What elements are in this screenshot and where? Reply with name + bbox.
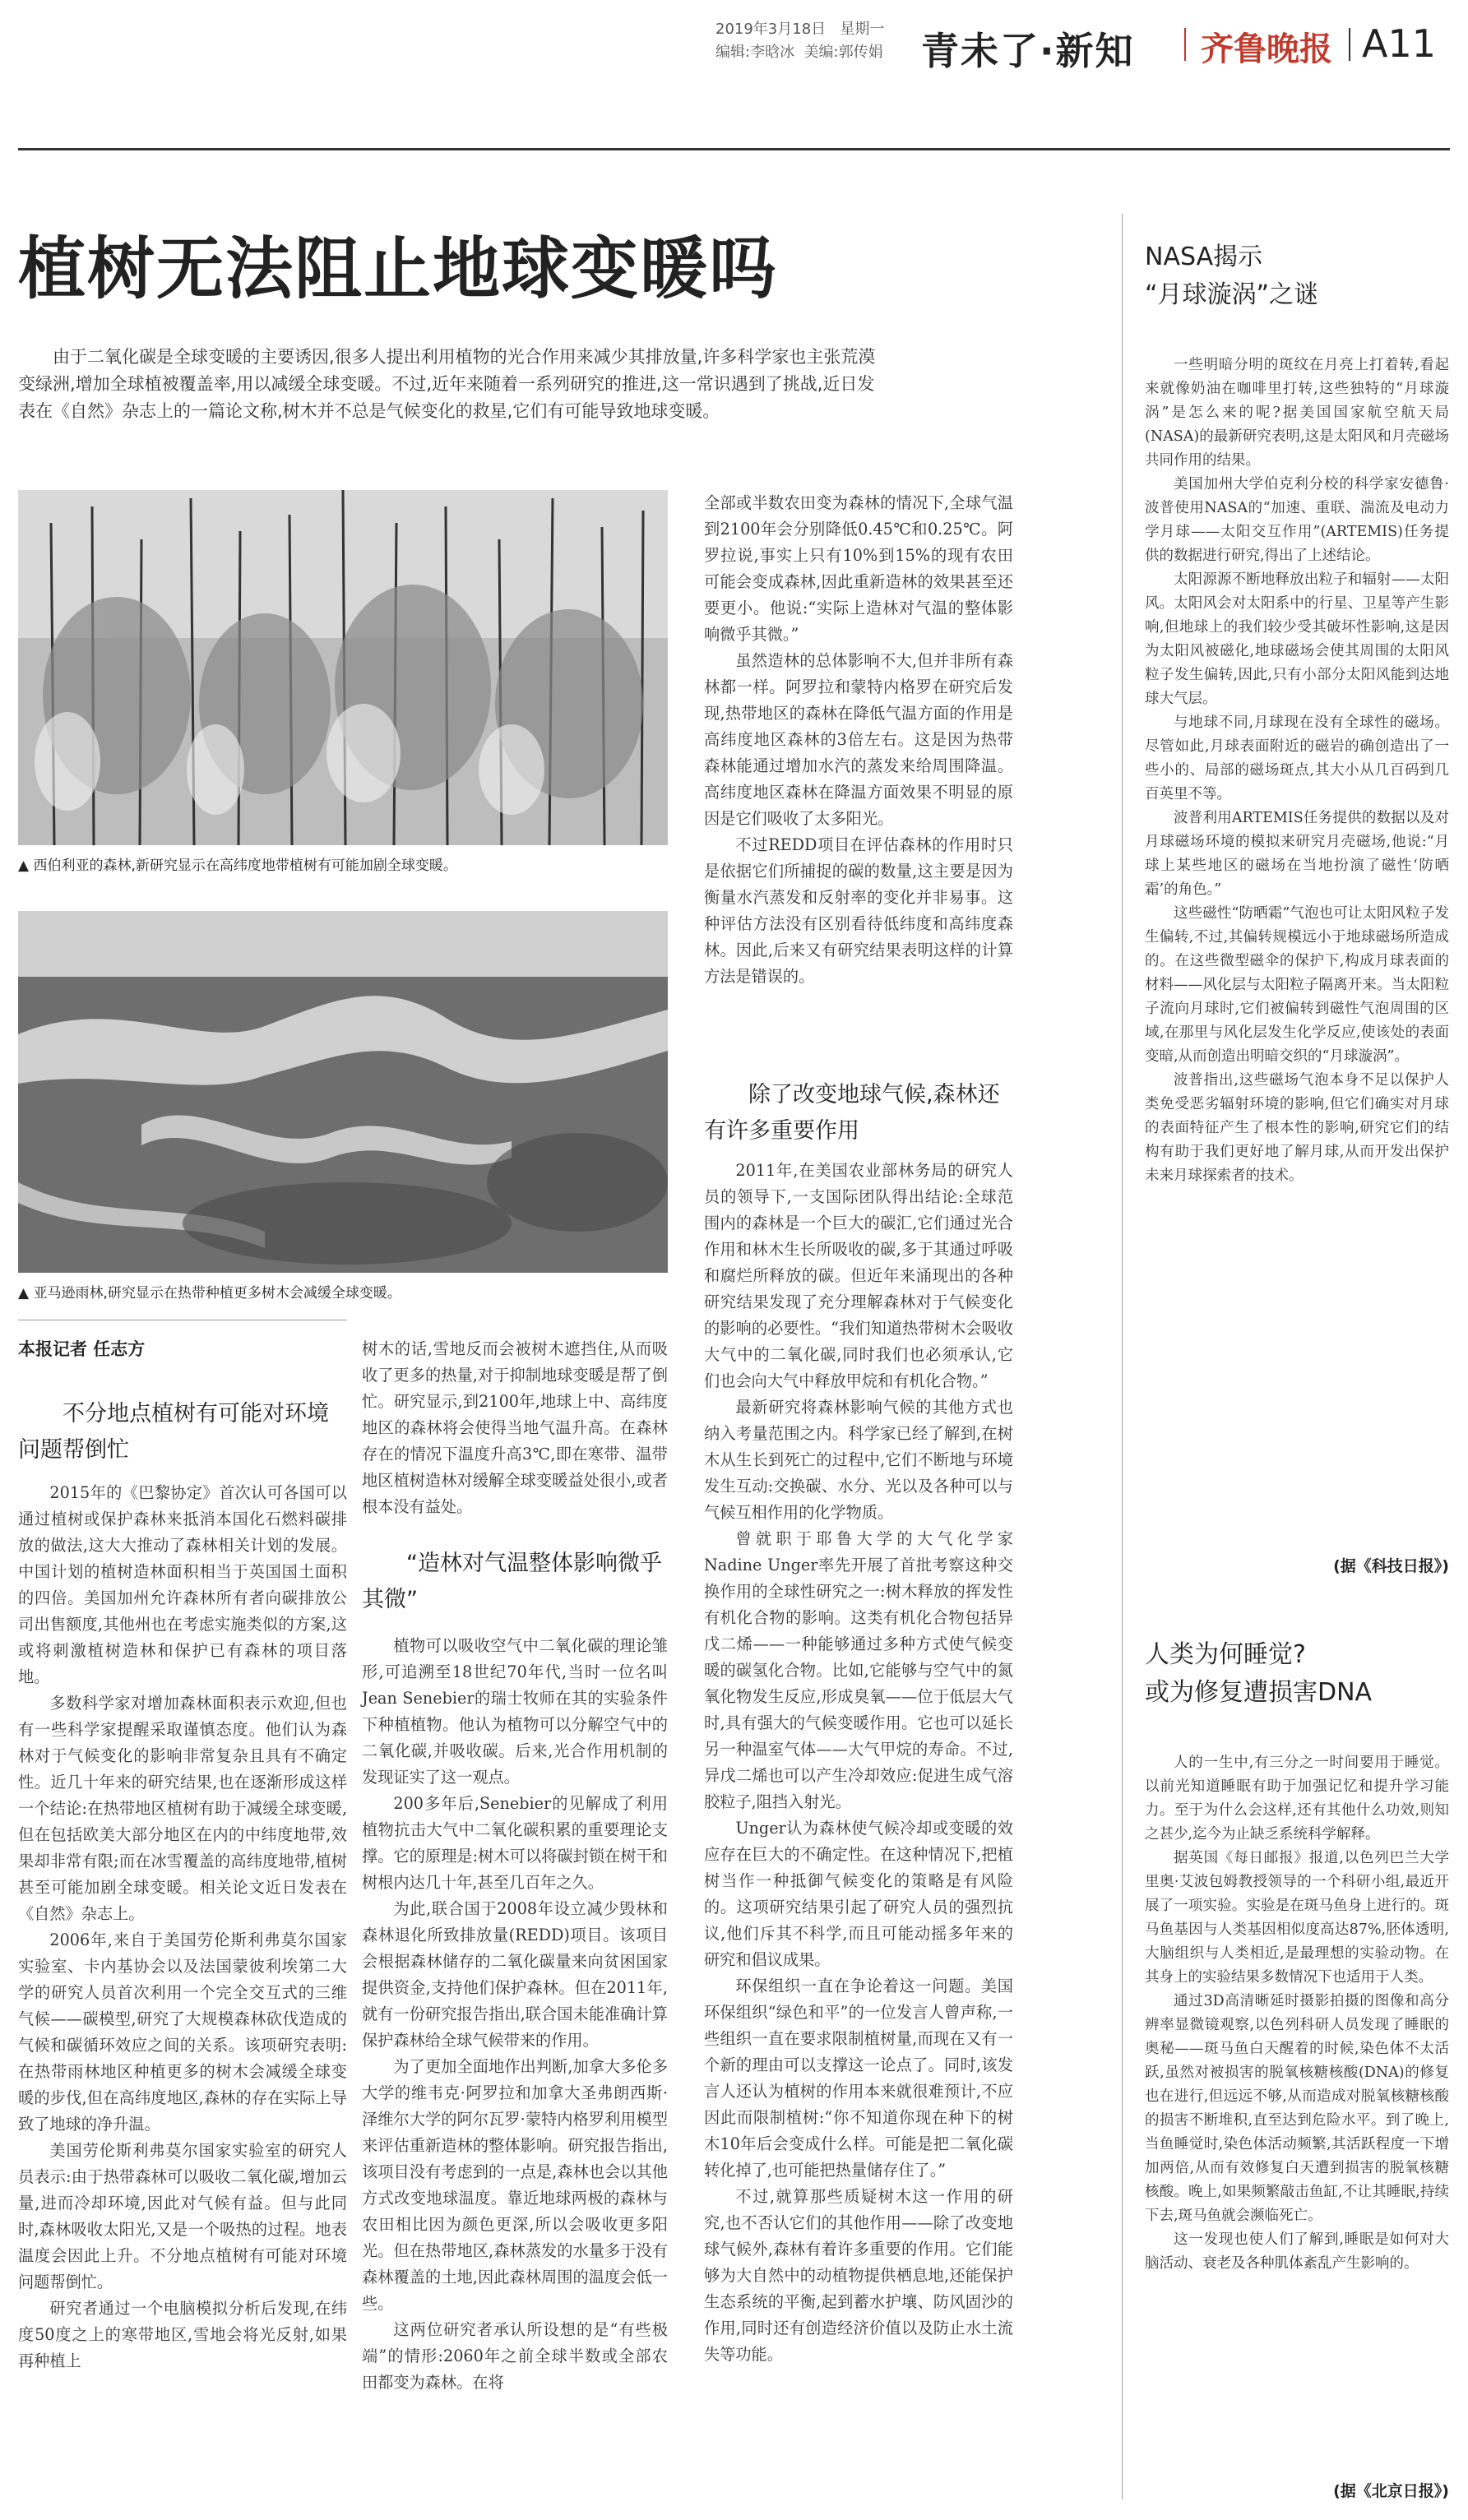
header-date: 2019年3月18日: [715, 21, 827, 38]
sidebar1-para: 这些磁性“防晒霜”气泡也可让太阳风粒子发生偏转,不过,其偏转规模远小于地球磁场所造成的。在这些微型磁伞的保护下,构成月球表面的材料——风化层与太阳粒子隔离开来。当太阳粒子流向月球时,它们被偏转到磁性气泡周围的区域,在那里与风化层发生化学反应,使该处的表面变暗,从而创造出明暗交织的“月球漩涡”。: [1145, 905, 1449, 1065]
col2-para: 为了更加全面地作出判断,加拿大多伦多大学的维韦克·阿罗拉和加拿大圣弗朗西斯·泽维尔大学的阿尔瓦罗·蒙特内格罗利用模型来评估重新造林的整体影响。研究报告指出,该项目没有考虑到的一点是,森林也会以其他方式改变地球温度。靠近地球两极的森林与农田相比因为颜色更深,所以会吸收更多阳光。但在热带地区,森林蒸发的水量多于没有森林覆盖的土地,因此森林周围的温度会低一些。: [362, 2057, 668, 2313]
lead-paragraph: 由于二氧化碳是全球变暖的主要诱因,很多人提出利用植物的光合作用来减少其排放量,许多科学家也主张荒漠变绿洲,增加全球植被覆盖率,用以减缓全球变暖。不过,近年来随着一系列研究的推进,这一常识遇到了挑战,近日发表在《自然》杂志上的一篇论文称,树木并不总是气候变化的救星,它们有可能导致地球变暖。: [18, 347, 876, 421]
forest-illustration: [18, 490, 668, 845]
header-divider: [1184, 28, 1186, 61]
col2-para: 200多年后,Senebier的见解成了利用植物抗击大气中二氧化碳积累的重要理论支撑。它的原理是:树木可以将碳封锁在树干和树根内达几十年,甚至几百年之久。: [362, 1794, 668, 1892]
section-title: 青未了·新知: [921, 29, 1135, 73]
paper-logo: 齐鲁晚报: [1201, 30, 1332, 68]
sidebar1-para: 一些明暗分明的斑纹在月亮上打着转,看起来就像奶油在咖啡里打转,这些独特的“月球漩涡”是怎么来的呢?据美国国家航空航天局(NASA)的最新研究表明,这是太阳风和月壳磁场共同作用的结果。: [1145, 357, 1449, 469]
sidebar1-title-line2: “月球漩涡”之谜: [1145, 280, 1319, 309]
col3-para: 不过REDD项目在评估森林的作用时只是依据它们所捕捉的碳的数量,这主要是因为衡量水汽蒸发和反射率的变化并非易事。这种评估方法没有区别看待低纬度和高纬度森林。因此,后来又有研究结果表明这样的计算方法是错误的。: [704, 835, 1013, 986]
header-designer: 美编:郭传娟: [803, 44, 883, 61]
byline: 本报记者 任志方: [18, 1339, 146, 1359]
col2-para: 为此,联合国于2008年设立减少毁林和森林退化所致排放量(REDD)项目。该项目会根据森林储存的二氧化碳量来向贫困国家提供资金,支持他们保护森林。但在2011年,就有一份研究报告指出,联合国未能准确计算保护森林给全球气候带来的作用。: [362, 1899, 668, 2050]
siberian-forest-photo: [18, 490, 668, 845]
column-2-top: [362, 1336, 668, 1520]
col1-para: 研究者通过一个电脑模拟分析后发现,在纬度50度之上的寒带地区,雪地会将光反射,如果再种植上: [18, 2299, 347, 2370]
river-illustration: [18, 911, 668, 1273]
amazon-river-photo: [18, 911, 668, 1273]
sidebar2-para: 据英国《每日邮报》报道,以色列巴兰大学里奥·艾波包姆教授领导的一个科研小组,最近开展了一项实验。实验是在斑马鱼身上进行的。斑马鱼基因与人类基因相似度高达87%,胚体透明,大脑组织与人类相近,是最理想的实验动物。在其身上的实验结果多数情况下也适用于人类。: [1145, 1850, 1449, 1986]
sidebar2-para: 这一发现也使人们了解到,睡眠是如何对大脑活动、衰老及各种肌体紊乱产生影响的。: [1145, 2231, 1449, 2272]
sidebar1-source: (据《科技日报》): [1333, 1557, 1449, 1575]
subhead-1: 不分地点植树有可能对环境问题帮倒忙: [18, 1401, 329, 1463]
col1-para: 2015年的《巴黎协定》首次认可各国可以通过植树或保护森林来抵消本国化石燃料碳排放的做法,这大大推动了森林相关计划的发展。中国计划的植树造林面积相当于英国国土面积的四倍。美国加州允许森林所有者向碳排放公司出售额度,其他州也在考虑实施类似的方案,这或将刺激植树造林和保护已有森林的项目落地。: [18, 1483, 347, 1686]
header-editor: 编辑:李晗冰: [715, 44, 795, 61]
sidebar1-para: 与地球不同,月球现在没有全球性的磁场。尽管如此,月球表面附近的磁岩的确创造出了一些小的、局部的磁场斑点,其大小从几百码到几百英里不等。: [1145, 714, 1449, 802]
sidebar1-para: 美国加州大学伯克利分校的科学家安德鲁·波普使用NASA的“加速、重联、湍流及电动力学月球——太阳交互作用”(ARTEMIS)任务提供的数据进行研究,得出了上述结论。: [1145, 476, 1449, 564]
header-weekday: 星期一: [840, 21, 885, 38]
sidebar2-title-line1: 人类为何睡觉?: [1145, 1640, 1306, 1669]
col3-para: 不过,就算那些质疑树木这一作用的研究,也不否认它们的其他作用——除了改变地球气候外,森林有着许多重要的作用。它们能够为大自然中的动植物提供栖息地,还能保护生态系统的平衡,起到蓄水护壤、防风固沙的作用,同时还有创造经济价值以及防止水土流失等功能。: [704, 2187, 1013, 2364]
sidebar1-body: [1145, 354, 1449, 1188]
sidebar2-title-line2: 或为修复遭损害DNA: [1145, 1678, 1373, 1707]
sidebar1-para: 波普利用ARTEMIS任务提供的数据以及对月球磁场环境的模拟来研究月壳磁场,他说:“月球上某些地区的磁场在当地扮演了磁性‘防晒霜’的角色。”: [1145, 810, 1449, 898]
col3-para: 2011年,在美国农业部林务局的研究人员的领导下,一支国际团队得出结论:全球范围内的森林是一个巨大的碳汇,它们通过光合作用和林木生长所吸收的碳,多于其通过呼吸和腐烂所释放的碳。但近年来涌现出的各种研究结果发现了充分理解森林对于气候变化的影响的必要性。“我们知道热带树木会吸收大气中的二氧化碳,同时我们也必须承认,它们也会向大气中释放甲烷和有机化合物。”: [704, 1161, 1013, 1390]
sidebar2-source: (据《北京日报》): [1333, 2482, 1449, 2500]
col3-para: 曾就职于耶鲁大学的大气化学家Nadine Unger率先开展了首批考察这种交换作用的全球性研究之一:树木释放的挥发性有机化合物的影响。这类有机化合物包括异戊二烯——一种能够通过多种方式使气候变暖的碳氢化合物。比如,它能够与空气中的氮氧化物发生反应,形成臭氧——位于低层大气时,具有强大的气候变暖作用。它也可以延长另一种温室气体——大气甲烷的寿命。不过,异戊二烯也可以产生冷却效应:促进生成气溶胶粒子,阻挡入射光。: [704, 1529, 1013, 1811]
col3-para: Unger认为森林使气候冷却或变暖的效应存在巨大的不确定性。在这种情况下,把植树当作一种抵御气候变化的策略是有风险的。这项研究结果引起了研究人员的强烈抗议,他们斥其不科学,而且可能动摇多年来的研究和倡议成果。: [704, 1819, 1013, 1969]
sidebar1-para: 太阳源源不断地释放出粒子和辐射——太阳风。太阳风会对太阳系中的行星、卫星等产生影响,但地球上的我们较少受其破坏性影响,这是因为太阳风被磁化,地球磁场会使其周围的太阳风粒子发生偏转,因此,只有小部分太阳风能到达地球大气层。: [1145, 571, 1449, 707]
photo2-caption: ▲ 亚马逊雨林,研究显示在热带种植更多树木会减缓全球变暖。: [18, 1285, 401, 1302]
header-rule: [18, 148, 1450, 150]
col3-para: 环保组织一直在争论着这一问题。美国环保组织“绿色和平”的一位发言人曾声称,一些组织一直在要求限制植树量,而现在又有一个新的理由可以支撑这一论点了。同时,该发言人还认为植树的作用本来就很难预计,不应因此而限制植树:“你不知道你现在种下的树木10年后会变成什么样。可能是把二氧化碳转化掉了,也可能把热量储存住了。”: [704, 1977, 1013, 2180]
header-divider-2: [1349, 28, 1350, 61]
page-number: A11: [1362, 21, 1437, 66]
sidebar2-body: [1145, 1751, 1449, 2276]
col3-para: 全部或半数农田变为森林的情况下,全球气温到2100年会分别降低0.45℃和0.25℃。阿罗拉说,事实上只有10%到15%的现有农田可能会变成森林,因此重新造林的效果甚至还要更小。他说:“实际上造林对气温的整体影响微乎其微。”: [704, 493, 1013, 644]
sidebar-divider: [1122, 214, 1123, 2499]
column-3-top: [704, 490, 1013, 990]
page-title: 植树无法阻止地球变暖吗: [18, 230, 779, 308]
col2-para: 植物可以吸收空气中二氧化碳的理论雏形,可追溯至18世纪70年代,当时一位名叫Jean Senebier的瑞士牧师在其的实验条件下种植植物。他认为植物可以分解空气中的二氧化碳,并吸收碳。后来,光合作用机制的发现证实了这一观点。: [362, 1636, 668, 1787]
sidebar2-para: 通过3D高清晰延时摄影拍摄的图像和高分辨率显微镜观察,以色列科研人员发现了睡眠的奥秘——斑马鱼白天醒着的时候,染色体不太活跃,虽然对被损害的脱氧核糖核酸(DNA)的修复也在进行,但远远不够,从而造成对脱氧核糖核酸的损害不断堆积,直至达到危险水平。到了晚上,当鱼睡觉时,染色体活动频繁,其活跃程度一下增加两倍,从而有效修复白天遭到损害的脱氧核糖核酸。晚上,如果频繁敲击鱼缸,不让其睡眠,持续下去,斑马鱼就会濒临死亡。: [1145, 1993, 1449, 2224]
col1-para: 美国劳伦斯利弗莫尔国家实验室的研究人员表示:由于热带森林可以吸收二氧化碳,增加云量,进而冷却环境,因此对气候有益。但与此同时,森林吸收太阳光,又是一个吸热的过程。地表温度会因此上升。不分地点植树有可能对环境问题帮倒忙。: [18, 2141, 347, 2291]
sidebar2-title: [1145, 1636, 1449, 1712]
sidebar1-title: [1145, 238, 1449, 314]
col3-para: 最新研究将森林影响气候的其他方式也纳入考量范围之内。科学家已经了解到,在树木从生长到死亡的过程中,它们不断地与环境发生互动:交换碳、水分、光以及各种可以与气候互相作用的化学物质。: [704, 1398, 1013, 1522]
col3-para: 虽然造林的总体影响不大,但并非所有森林都一样。阿罗拉和蒙特内格罗在研究后发现,热带地区的森林在降低气温方面的作用是高纬度地区森林的3倍左右。这是因为热带森林能通过增加水汽的蒸发来给周围降温。高纬度地区森林在降温方面效果不明显的原因是它们吸收了太多阳光。: [704, 651, 1013, 828]
subhead-3: 除了改变地球气候,森林还有许多重要作用: [704, 1082, 1000, 1144]
photo1-caption: ▲ 西伯利亚的森林,新研究显示在高纬度地带植树有可能加剧全球变暖。: [18, 858, 457, 874]
column-1: [18, 1480, 347, 2374]
col1-para: 2006年,来自于美国劳伦斯利弗莫尔国家实验室、卡内基协会以及法国蒙彼利埃第二大学的研究人员首次利用一个完全交互式的三维气候——碳模型,研究了大规模森林砍伐造成的气候和碳循环效应之间的关系。该项研究表明:在热带雨林地区种植更多的树木会减缓全球变暖的步伐,但在高纬度地区,森林的存在实际上导致了地球的净升温。: [18, 1930, 347, 2134]
subhead-2: “造林对气温整体影响微乎其微”: [362, 1551, 662, 1612]
sidebar1-para: 波普指出,这些磁场气泡本身不足以保护人类免受恶劣辐射环境的影响,但它们确实对月球的表面特征产生了根本性的影响,研究它们的结构有助于我们更好地了解月球,从而开发出保护未来月球探索者的技术。: [1145, 1072, 1449, 1184]
sidebar1-title-line1: NASA揭示: [1145, 243, 1263, 271]
col2-para: 树木的话,雪地反而会被树木遮挡住,从而吸收了更多的热量,对于抑制地球变暖是帮了倒忙。研究显示,到2100年,地球上中、高纬度地区的森林将会使得当地气温升高。在森林存在的情况下温度升高3℃,即在寒带、温带地区植树造林对缓解全球变暖益处很小,或者根本没有益处。: [362, 1339, 668, 1516]
col1-para: 多数科学家对增加森林面积表示欢迎,但也有一些科学家提醒采取谨慎态度。他们认为森林对于气候变化的影响非常复杂且具有不确定性。近几十年来的研究结果,也在逐渐形成这样一个结论:在热带地区植树有助于减缓全球变暖,但在包括欧美大部分地区在内的中纬度地带,效果却非常有限;而在冰雪覆盖的高纬度地带,植树甚至可能加剧全球变暖。相关论文近日发表在《自然》杂志上。: [18, 1694, 347, 1923]
column-2: [362, 1633, 668, 2396]
col2-para: 这两位研究者承认所设想的是“有些极端”的情形:2060年之前全球半数或全部农田都变为森林。在将: [362, 2320, 668, 2392]
sidebar2-para: 人的一生中,有三分之一时间要用于睡觉。以前光知道睡眠有助于加强记忆和提升学习能力。至于为什么会这样,还有其他什么功效,则知之甚少,迄今为止缺乏系统科学解释。: [1145, 1755, 1449, 1843]
column-3: [704, 1158, 1013, 2368]
